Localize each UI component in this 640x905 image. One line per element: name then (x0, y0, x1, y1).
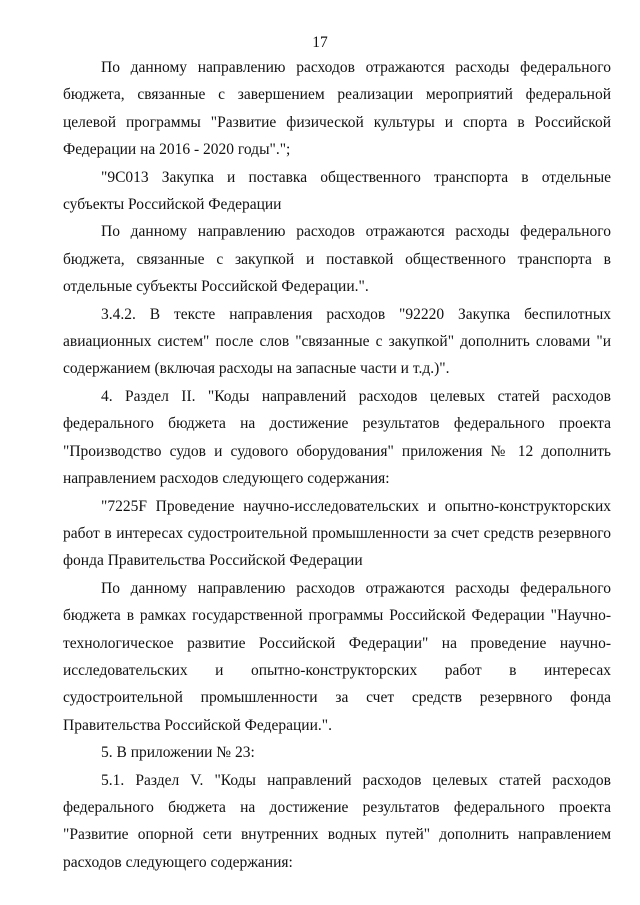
page-number: 17 (312, 34, 328, 51)
paragraph: 3.4.2. В тексте направления расходов "92220 Закупка беспилотных авиационных систем" после слов "связанные с закупкой" дополнить словами "и содержанием (включая расходы на запасные части и т.д.)". (63, 305, 611, 378)
paragraph: 5.1. Раздел V. "Коды направлений расходов целевых статей расходов федерального бюджета на достижение результатов федерального проекта "Развитие опорной сети внутренних водных путей" дополнить направлением расходов следующего содержания: (63, 771, 611, 871)
document-body (63, 54, 611, 876)
paragraph: 4. Раздел II. "Коды направлений расходов целевых статей расходов федерального бюджета на достижение результатов федерального проекта "Производство судов и судового оборудования" приложения № 12 дополнить направлением расходов следующего содержания: (63, 387, 611, 488)
paragraph: "9С013 Закупка и поставка общественного транспорта в отдельные субъекты Российской Федерации (63, 168, 611, 214)
paragraph: По данному направлению расходов отражаются расходы федерального бюджета в рамках государственной программы Российской Федерации "Научно-технологическое развитие Российской Федерации" на проведение научно-исследовательских и опытно-конструкторских работ в интересах судостроительной промышленности за счет средств резервного фонда Правительства Российской Федерации.". (63, 579, 611, 734)
paragraph: По данному направлению расходов отражаются расходы федерального бюджета, связанные с завершением реализации мероприятий федеральной целевой программы "Развитие физической культуры и спорта в Российской Федерации на 2016 - 2020 годы"."; (63, 59, 611, 159)
paragraph: 5. В приложении № 23: (101, 744, 255, 762)
paragraph: По данному направлению расходов отражаются расходы федерального бюджета, связанные с закупкой и поставкой общественного транспорта в отдельные субъекты Российской Федерации.". (63, 223, 611, 296)
paragraph: "7225F Проведение научно-исследовательских и опытно-конструкторских работ в интересах судостроительной промышленности за счет средств резервного фонда Правительства Российской Федерации (63, 497, 611, 570)
